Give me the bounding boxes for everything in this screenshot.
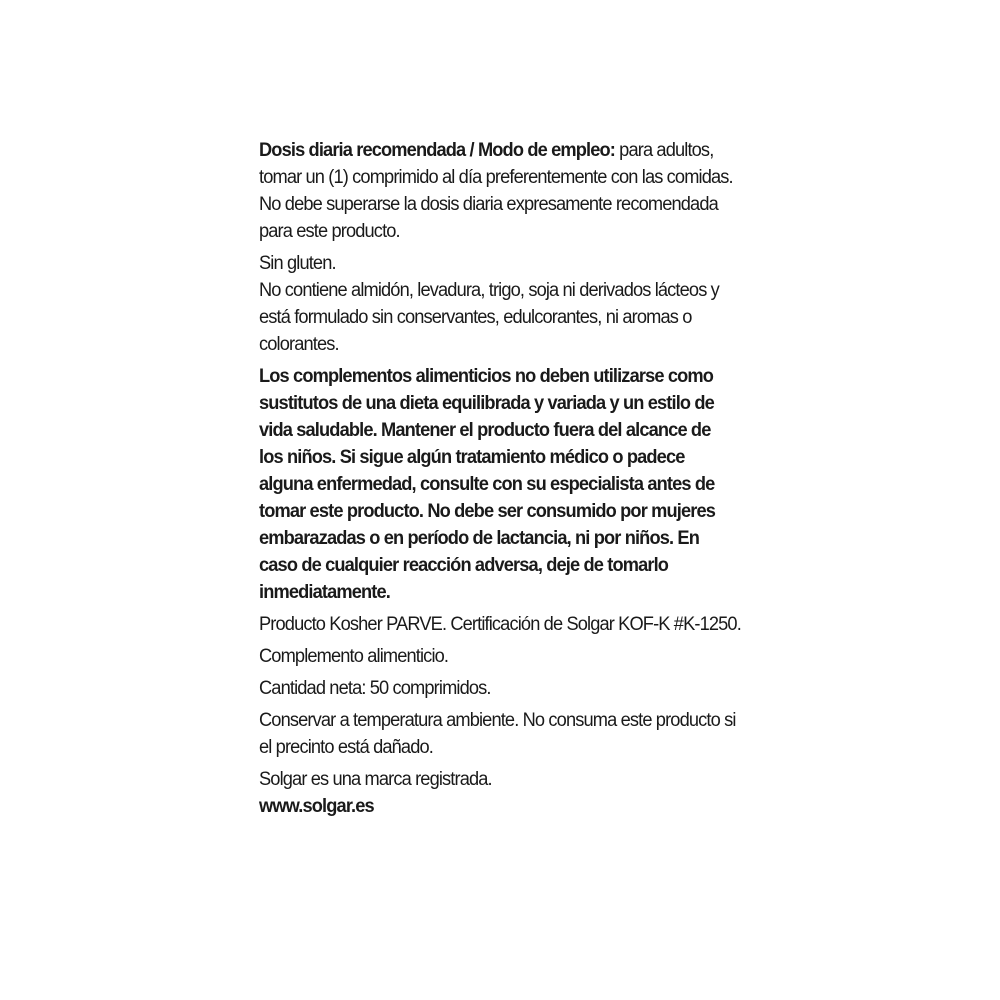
warning-line-6: tomar este producto. No debe ser consumido por mujeres [259, 501, 716, 522]
warning-line-2: sustitutos de una dieta equilibrada y variada y un estilo de [259, 393, 714, 414]
warning-line-8: caso de cualquier reacción adversa, deje de tomarlo [259, 555, 669, 576]
warning-line-1: Los complementos alimenticios no deben utilizarse como [259, 366, 714, 387]
dosage-paragraph [259, 137, 739, 245]
allergens-line-2: No contiene almidón, levadura, trigo, soja ni derivados lácteos y [259, 280, 719, 301]
dosage-heading: Dosis diaria recomendada / Modo de empleo: [259, 140, 615, 161]
storage-paragraph [259, 707, 739, 761]
warning-line-4: los niños. Si sigue algún tratamiento médico o padece [259, 447, 685, 468]
net-quantity: Cantidad neta: 50 comprimidos. [259, 678, 491, 699]
warning-line-7: embarazadas o en período de lactancia, ni por niños. En [259, 528, 700, 549]
label-text-block [259, 137, 739, 820]
dosage-line-3: No debe superarse la dosis diaria expresamente recomendada [259, 194, 718, 215]
trademark-notice: Solgar es una marca registrada. [259, 769, 492, 790]
allergens-line-4: colorantes. [259, 334, 339, 355]
dosage-line-1-rest: para adultos, [614, 140, 714, 161]
allergens-paragraph [259, 250, 739, 358]
warning-line-3: vida saludable. Mantener el producto fuera del alcance de [259, 420, 711, 441]
allergens-line-3: está formulado sin conservantes, edulcorantes, ni aromas o [259, 307, 692, 328]
gluten-free-line: Sin gluten. [259, 253, 336, 274]
kosher-certification: Producto Kosher PARVE. Certificación de Solgar KOF-K #K-1250. [259, 614, 741, 635]
dosage-line-4: para este producto. [259, 221, 400, 242]
product-category: Complemento alimenticio. [259, 646, 449, 667]
storage-line-2: el precinto está dañado. [259, 737, 433, 758]
warning-paragraph [259, 363, 739, 606]
dosage-line-1 [259, 137, 739, 164]
warning-line-9: inmediatamente. [259, 582, 390, 603]
website-url: www.solgar.es [259, 796, 374, 817]
storage-line-1: Conservar a temperatura ambiente. No consuma este producto si [259, 710, 736, 731]
dosage-line-2: tomar un (1) comprimido al día preferentemente con las comidas. [259, 167, 733, 188]
warning-line-5: alguna enfermedad, consulte con su especialista antes de [259, 474, 715, 495]
